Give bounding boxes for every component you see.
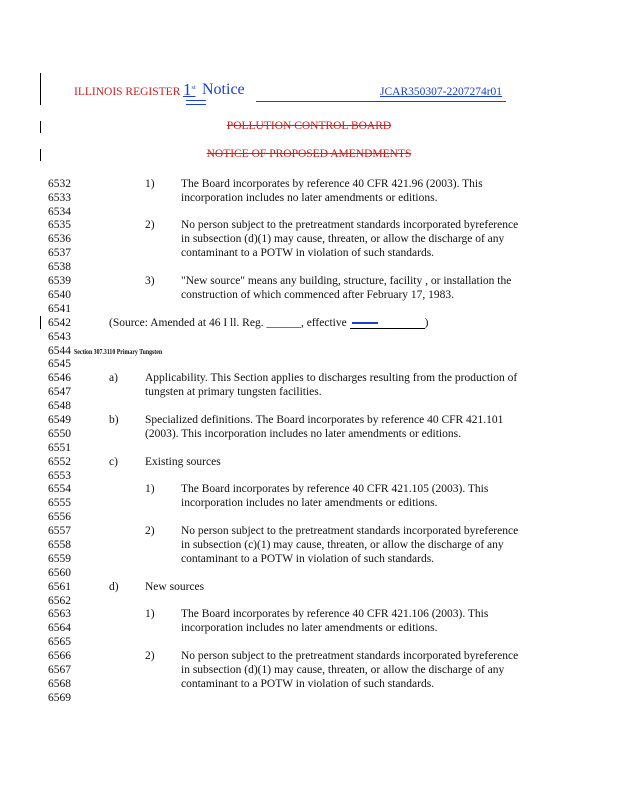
board-title: POLLUTION CONTROL BOARD	[226, 120, 392, 132]
body-text: The Board incorporates by reference 40 CFR 421.106 (2003). This	[181, 608, 489, 620]
line-number: 6547	[48, 386, 71, 398]
body-text: New sources	[145, 581, 205, 593]
line-number: 6554	[48, 483, 71, 495]
line-number: 6553	[48, 470, 71, 482]
subsection-mark: b)	[109, 414, 119, 426]
line-number: 6540	[48, 289, 71, 301]
register-title: ILLINOIS REGISTER	[74, 86, 181, 98]
line-number: 6551	[48, 442, 71, 454]
item-number: 1)	[145, 483, 155, 495]
item-number: 1)	[145, 608, 155, 620]
notice-title: NOTICE OF PROPOSED AMENDMENTS	[206, 148, 412, 160]
line-number: 6558	[48, 539, 71, 551]
notice-label: Notice	[202, 81, 245, 98]
body-text: No person subject to the pretreatment standards incorporated byreference	[181, 219, 519, 231]
section-heading: Section 307.3110 Primary Tungsten	[74, 347, 163, 356]
line-number: 6546	[48, 372, 71, 384]
header-underline	[186, 100, 206, 101]
body-text: in subsection (d)(1) may cause, threaten, or allow the discharge of any	[181, 233, 505, 245]
line-number: 6567	[48, 664, 71, 676]
body-text: incorporation includes no later amendments or editions.	[181, 192, 438, 204]
line-number: 6569	[48, 692, 71, 704]
body-text: contaminant to a POTW in violation of such standards.	[181, 678, 435, 690]
line-number: 6565	[48, 636, 71, 648]
line-number: 6568	[48, 678, 71, 690]
edition-number: 1st	[183, 80, 196, 99]
item-number: 2)	[145, 650, 155, 662]
body-text: No person subject to the pretreatment standards incorporated byreference	[181, 525, 519, 537]
line-number: 6562	[48, 595, 71, 607]
source-note: (Source: Amended at 46 I ll. Reg. ______, effective )	[109, 316, 428, 331]
body-text: incorporation includes no later amendments or editions.	[181, 622, 438, 634]
body-text: "New source" means any building, structure, facility , or installation the	[181, 275, 512, 287]
subsection-mark: c)	[109, 456, 118, 468]
line-number: 6543	[48, 331, 71, 343]
item-number: 2)	[145, 219, 155, 231]
line-number: 6537	[48, 247, 71, 259]
body-text: in subsection (d)(1) may cause, threaten, or allow the discharge of any	[181, 664, 505, 676]
line-number: 6561	[48, 581, 71, 593]
line-number: 6535	[48, 219, 71, 231]
change-bar	[40, 73, 41, 105]
body-text: No person subject to the pretreatment standards incorporated byreference	[181, 650, 519, 662]
line-number: 6566	[48, 650, 71, 662]
item-number: 1)	[145, 178, 155, 190]
body-text: The Board incorporates by reference 40 CFR 421.105 (2003). This	[181, 483, 489, 495]
line-number: 6550	[48, 428, 71, 440]
body-text: construction of which commenced after February 17, 1983.	[181, 289, 455, 301]
line-number: 6541	[48, 303, 71, 315]
line-number: 6533	[48, 192, 71, 204]
body-text: contaminant to a POTW in violation of such standards.	[181, 553, 435, 565]
body-text: Existing sources	[145, 456, 221, 468]
body-text: contaminant to a POTW in violation of such standards.	[181, 247, 435, 259]
item-number: 2)	[145, 525, 155, 537]
line-number: 6549	[48, 414, 71, 426]
change-bar	[40, 316, 41, 329]
line-number: 6563	[48, 608, 71, 620]
line-number: 6534	[48, 206, 71, 218]
line-number: 6536	[48, 233, 71, 245]
line-number: 6557	[48, 525, 71, 537]
line-number: 6544	[48, 345, 71, 357]
line-number: 6532	[48, 178, 71, 190]
line-number: 6545	[48, 358, 71, 370]
line-number: 6552	[48, 456, 71, 468]
line-number: 6538	[48, 261, 71, 273]
body-text: in subsection (c)(1) may cause, threaten, or allow the discharge of any	[181, 539, 504, 551]
line-number: 6548	[48, 400, 71, 412]
body-text: (2003). This incorporation includes no later amendments or editions.	[145, 428, 461, 440]
body-text: The Board incorporates by reference 40 CFR 421.96 (2003). This	[181, 178, 483, 190]
subsection-mark: a)	[109, 372, 118, 384]
body-text: incorporation includes no later amendments or editions.	[181, 497, 438, 509]
body-text: tungsten at primary tungsten facilities.	[145, 386, 322, 398]
line-number: 6559	[48, 553, 71, 565]
line-number: 6542	[48, 317, 71, 329]
subsection-mark: d)	[109, 581, 119, 593]
body-text: Specialized definitions. The Board incorporates by reference 40 CFR 421.101	[145, 414, 504, 426]
body-text: Applicability. This Section applies to discharges resulting from the production of	[145, 372, 518, 384]
line-number: 6539	[48, 275, 71, 287]
document-id: JCAR350307-2207274r01	[380, 86, 503, 98]
item-number: 3)	[145, 275, 155, 287]
line-number: 6560	[48, 567, 71, 579]
line-number: 6555	[48, 497, 71, 509]
line-number: 6556	[48, 511, 71, 523]
header-underline	[186, 104, 206, 105]
header-rule	[256, 101, 506, 102]
line-number: 6564	[48, 622, 71, 634]
